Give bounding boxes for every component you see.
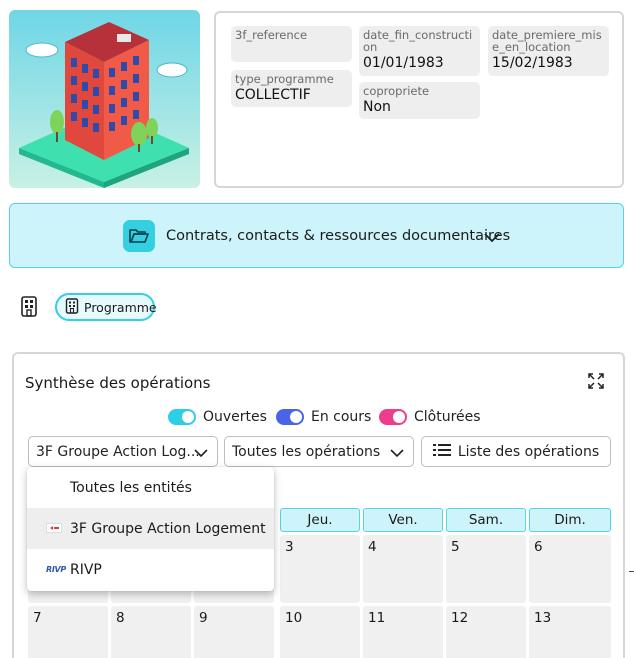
legend-item-ouvertes[interactable] [168, 409, 267, 425]
3f-logo-icon [46, 521, 62, 537]
option-label: RIVP [70, 561, 102, 578]
calendar-day-cell[interactable]: 7 [28, 606, 108, 658]
toggle-switch[interactable] [379, 409, 407, 425]
attribute-value: 15/02/1983 [492, 55, 573, 71]
dropdown-option-rivp[interactable] [27, 549, 274, 590]
panel-title: Synthèse des opérations [25, 374, 211, 392]
entity-dropdown-menu [27, 467, 274, 591]
day-header-thu: Jeu. [280, 508, 360, 532]
attribute-key: copropriete [363, 84, 430, 98]
legend-label: En cours [311, 409, 372, 425]
calendar-day-cell[interactable]: 9 [194, 606, 274, 658]
calendar-day-cell[interactable]: 5 [446, 535, 526, 603]
documents-banner[interactable] [9, 203, 624, 268]
dropdown-option-all-entities[interactable] [27, 467, 274, 508]
entity-select[interactable] [28, 436, 218, 467]
building-illustration [9, 10, 200, 188]
rivp-logo-icon: RIVP [46, 565, 66, 574]
attribute-date-premiere-mise-en-location [488, 26, 609, 76]
entity-select-value: 3F Groupe Action Log... [36, 443, 200, 460]
operations-list-button[interactable] [421, 436, 611, 467]
programme-chip-label: Programme [84, 299, 157, 315]
attribute-value: COLLECTIF [235, 87, 311, 103]
legend-label: Ouvertes [203, 409, 267, 425]
chevron-down-icon [389, 446, 405, 462]
documents-banner-label: Contrats, contacts & ressources documentaires [166, 228, 511, 244]
legend-item-cloturees[interactable] [379, 409, 481, 425]
chevron-down-icon[interactable] [482, 229, 502, 248]
attribute-copropriete [359, 82, 480, 119]
attribute-key: type_programme [235, 72, 334, 86]
toggle-switch[interactable] [168, 409, 196, 425]
calendar-day-cell[interactable]: 8 [111, 606, 191, 658]
dropdown-option-3f[interactable] [27, 508, 274, 549]
expand-icon[interactable] [587, 372, 605, 394]
day-header-fri: Ven. [363, 508, 443, 532]
calendar-day-cell[interactable]: 3 [280, 535, 360, 603]
operations-select[interactable] [224, 436, 414, 467]
legend-label: Clôturées [414, 409, 481, 425]
building-icon [65, 298, 79, 317]
attribute-key: date_premiere_mise_en_location [492, 28, 602, 54]
attribute-value: 01/01/1983 [363, 55, 444, 71]
divider [629, 571, 634, 572]
attribute-key: date_fin_construction [363, 28, 473, 54]
calendar-day-cell[interactable]: 12 [446, 606, 526, 658]
day-header-sun: Dim. [529, 508, 611, 532]
programme-chip[interactable] [55, 293, 155, 321]
chevron-down-icon [193, 446, 209, 462]
day-header-sat: Sam. [446, 508, 526, 532]
calendar-day-cell[interactable]: 4 [363, 535, 443, 603]
operations-list-button-label: Liste des opérations [457, 443, 600, 460]
attribute-3f-reference [231, 26, 352, 62]
calendar-day-cell[interactable]: 10 [280, 606, 360, 658]
attribute-date-fin-construction [359, 26, 480, 76]
attributes-card [214, 11, 624, 188]
operations-select-value: Toutes les opérations [232, 443, 381, 460]
building-icon[interactable] [19, 296, 39, 322]
option-label: Toutes les entités [70, 479, 192, 496]
attribute-value: Non [363, 99, 391, 115]
calendar-day-cell[interactable]: 11 [363, 606, 443, 658]
option-label: 3F Groupe Action Logement [70, 520, 266, 537]
attribute-key: 3f_reference [235, 28, 308, 42]
toggle-switch[interactable] [276, 409, 304, 425]
legend-item-en-cours[interactable] [276, 409, 371, 425]
calendar-day-cell[interactable]: 13 [529, 606, 611, 658]
calendar-day-cell[interactable]: 6 [529, 535, 611, 603]
folder-open-icon [123, 220, 155, 252]
attribute-type-programme [231, 70, 352, 107]
list-icon [433, 443, 451, 461]
